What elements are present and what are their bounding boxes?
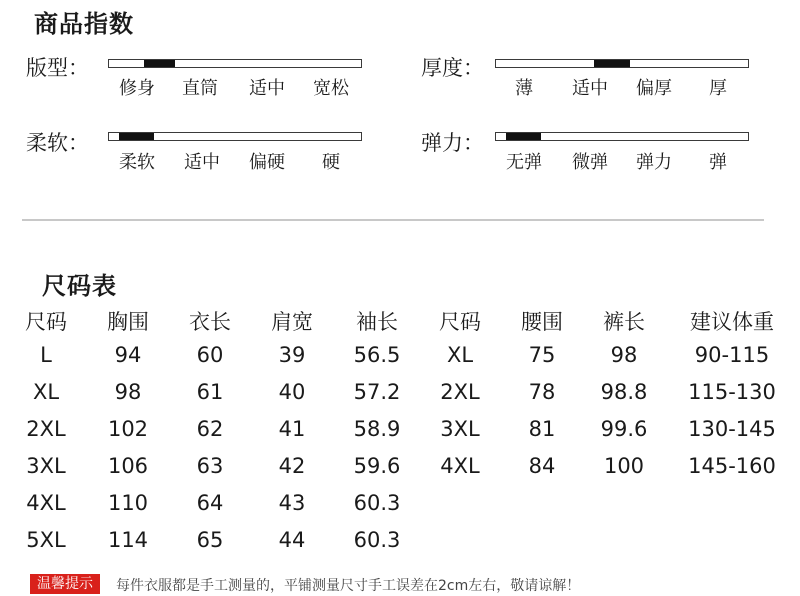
table-cell: 5XL — [26, 528, 66, 552]
table-cell: 41 — [278, 417, 306, 441]
index-option-fit-1: 修身 — [119, 78, 155, 99]
index-bar-elasticity-marker — [506, 133, 541, 140]
top-header-shoulder: 肩宽 — [271, 310, 313, 334]
table-cell: 2XL — [26, 417, 66, 441]
index-option-thickness-2: 适中 — [572, 78, 608, 99]
table-cell: 84 — [528, 454, 556, 478]
product-index-title: 商品指数 — [34, 10, 134, 38]
table-cell: 39 — [278, 343, 306, 367]
table-cell: XL — [32, 380, 60, 404]
index-option-thickness-4: 厚 — [709, 78, 727, 99]
table-cell: 130-145 — [688, 417, 776, 441]
table-cell: 63 — [196, 454, 224, 478]
table-cell: 60.3 — [353, 528, 401, 552]
index-option-thickness-1: 薄 — [515, 78, 533, 99]
table-cell: 94 — [114, 343, 142, 367]
table-cell: 65 — [196, 528, 224, 552]
bottom-header-waist: 腰围 — [521, 310, 563, 334]
index-option-fit-4: 宽松 — [313, 78, 349, 99]
table-cell: 90-115 — [694, 343, 770, 367]
index-label-fit: 版型： — [26, 56, 89, 80]
table-cell: 98 — [114, 380, 142, 404]
bottom-header-size: 尺码 — [439, 310, 481, 334]
index-option-elasticity-4: 弹 — [709, 152, 727, 173]
table-cell: L — [40, 343, 52, 367]
table-cell: 64 — [196, 491, 224, 515]
index-bar-thickness — [495, 59, 749, 68]
index-label-thickness: 厚度： — [421, 56, 484, 80]
index-option-elasticity-3: 弹力 — [636, 152, 672, 173]
bottom-header-pants-length: 裤长 — [603, 310, 645, 334]
table-cell: 59.6 — [353, 454, 401, 478]
index-option-elasticity-2: 微弹 — [572, 152, 608, 173]
index-option-softness-2: 适中 — [184, 152, 220, 173]
index-bar-softness-marker — [119, 133, 154, 140]
table-cell: 110 — [107, 491, 149, 515]
index-option-fit-3: 适中 — [249, 78, 285, 99]
tip-text: 每件衣服都是手工测量的，平铺测量尺寸手工误差在2cm左右，敬请谅解！ — [116, 578, 581, 594]
top-header-length: 衣长 — [189, 310, 231, 334]
top-header-size: 尺码 — [25, 310, 67, 334]
index-option-elasticity-1: 无弹 — [506, 152, 542, 173]
size-chart-title: 尺码表 — [42, 272, 117, 300]
table-cell: 61 — [196, 380, 224, 404]
index-option-softness-1: 柔软 — [119, 152, 155, 173]
table-cell: 42 — [278, 454, 306, 478]
table-cell: 102 — [107, 417, 149, 441]
index-option-softness-3: 偏硬 — [249, 152, 285, 173]
index-label-softness: 柔软： — [26, 131, 89, 155]
table-cell: 60.3 — [353, 491, 401, 515]
section-divider — [22, 219, 764, 221]
table-cell: 43 — [278, 491, 306, 515]
table-cell: 75 — [528, 343, 556, 367]
top-header-chest: 胸围 — [107, 310, 149, 334]
table-cell: 2XL — [440, 380, 480, 404]
table-cell: 4XL — [26, 491, 66, 515]
table-cell: 114 — [107, 528, 149, 552]
table-cell: 60 — [196, 343, 224, 367]
index-bar-softness — [108, 132, 362, 141]
table-cell: 40 — [278, 380, 306, 404]
table-cell: 3XL — [26, 454, 66, 478]
table-cell: 4XL — [440, 454, 480, 478]
index-option-thickness-3: 偏厚 — [636, 78, 672, 99]
table-cell: 3XL — [440, 417, 480, 441]
index-label-elasticity: 弹力： — [421, 131, 484, 155]
table-cell: 99.6 — [600, 417, 648, 441]
table-cell: XL — [446, 343, 474, 367]
index-bar-fit-marker — [144, 60, 174, 67]
table-cell: 98 — [610, 343, 638, 367]
table-cell: 56.5 — [353, 343, 401, 367]
top-header-sleeve: 袖长 — [356, 310, 398, 334]
tip-badge: 温馨提示 — [30, 574, 100, 594]
table-cell: 145-160 — [688, 454, 776, 478]
table-cell: 78 — [528, 380, 556, 404]
table-cell: 44 — [278, 528, 306, 552]
table-cell: 62 — [196, 417, 224, 441]
table-cell: 115-130 — [688, 380, 776, 404]
table-cell: 100 — [603, 454, 645, 478]
table-cell: 106 — [107, 454, 149, 478]
index-option-softness-4: 硬 — [322, 152, 340, 173]
table-cell: 81 — [528, 417, 556, 441]
table-cell: 58.9 — [353, 417, 401, 441]
index-bar-fit — [108, 59, 362, 68]
index-bar-thickness-marker — [594, 60, 629, 67]
index-option-fit-2: 直筒 — [182, 78, 218, 99]
table-cell: 98.8 — [600, 380, 648, 404]
index-bar-elasticity — [495, 132, 749, 141]
table-cell: 57.2 — [353, 380, 401, 404]
bottom-header-weight: 建议体重 — [690, 310, 774, 334]
